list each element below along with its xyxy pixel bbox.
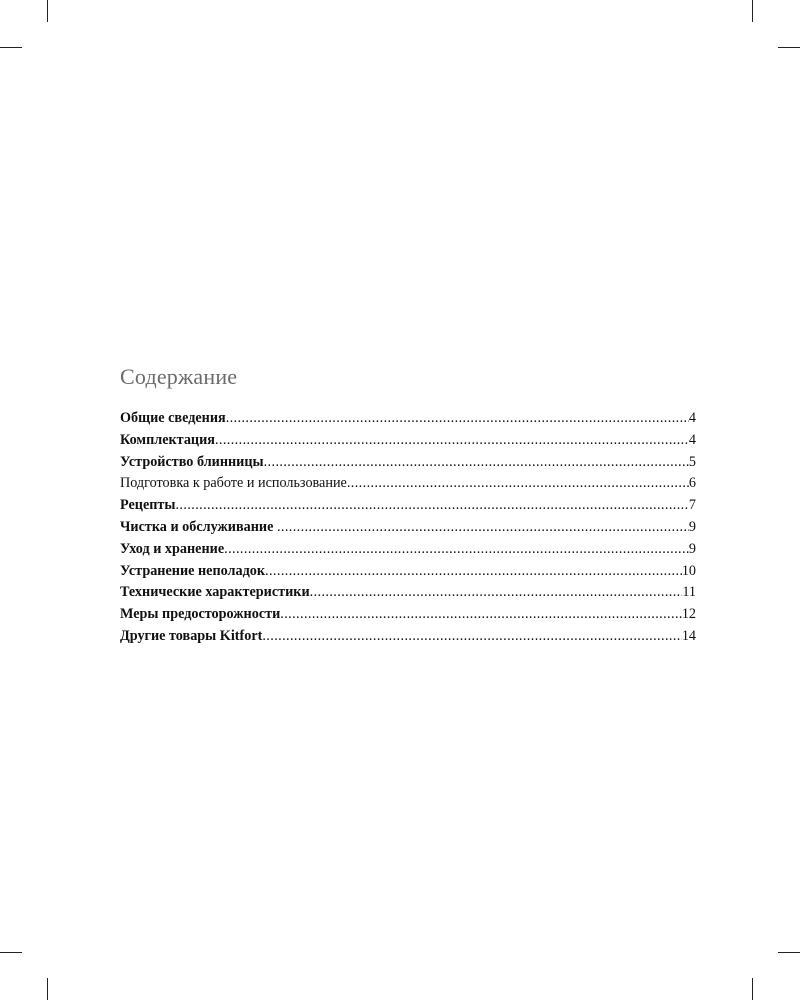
- toc-list: [120, 408, 696, 648]
- toc-entry-label: Другие товары Kitfort: [120, 627, 263, 644]
- toc-entry-page: 4: [688, 410, 696, 426]
- crop-mark-bottom-left-vertical: [47, 978, 48, 1000]
- toc-leader-dots: [262, 626, 681, 648]
- toc-leader-dots: [310, 582, 683, 604]
- toc-entry-page: 7: [688, 497, 696, 514]
- toc-entry-cleaning-and-maintenance[interactable]: [120, 517, 696, 539]
- toc-entry-page: 12: [681, 606, 696, 623]
- toc-entry-safety-precautions[interactable]: [120, 604, 696, 626]
- toc-leader-dots: [280, 604, 682, 626]
- toc-entry-page: 10: [681, 562, 696, 579]
- toc-entry-troubleshooting[interactable]: [120, 561, 696, 583]
- toc-entry-package-contents[interactable]: [120, 430, 696, 452]
- toc-entry-label: Общие сведения: [120, 410, 226, 426]
- toc-entry-page: 6: [688, 475, 696, 492]
- toc-entry-page: 14: [681, 627, 696, 644]
- toc-entry-label: Меры предосторожности: [120, 606, 281, 623]
- toc-entry-label: Рецепты: [120, 497, 176, 514]
- toc-leader-dots: [277, 517, 689, 539]
- toc-leader-dots: [264, 452, 689, 474]
- toc-leader-dots: [226, 408, 689, 430]
- toc-entry-other-products[interactable]: [120, 626, 696, 648]
- toc-entry-specifications[interactable]: [120, 582, 696, 604]
- toc-entry-device-structure[interactable]: [120, 452, 696, 474]
- toc-entry-page: 11: [682, 584, 696, 601]
- toc-title: Содержание: [120, 364, 238, 389]
- toc-leader-dots: [347, 473, 689, 495]
- crop-mark-top-left-vertical: [47, 0, 48, 22]
- toc-entry-label: Устройство блинницы: [120, 453, 264, 470]
- crop-mark-top-right-horizontal: [778, 47, 800, 48]
- toc-entry-general-info[interactable]: [120, 408, 696, 430]
- crop-mark-bottom-right-vertical: [752, 978, 753, 1000]
- toc-entry-label: Устранение неполадок: [120, 562, 266, 579]
- toc-leader-dots: [265, 561, 682, 583]
- toc-entry-page: 9: [688, 518, 696, 535]
- toc-entry-care-and-storage[interactable]: [120, 539, 696, 561]
- toc-entry-page: 4: [688, 431, 696, 448]
- crop-mark-bottom-left-horizontal: [0, 952, 22, 953]
- toc-entry-label: Подготовка к работе и использование: [120, 475, 347, 492]
- toc-entry-label: Чистка и обслуживание: [120, 518, 277, 535]
- toc-entry-page: 5: [688, 453, 696, 470]
- toc-leader-dots: [175, 495, 688, 517]
- toc-entry-preparation-and-use[interactable]: [120, 473, 696, 495]
- crop-mark-top-left-horizontal: [0, 47, 22, 48]
- toc-entry-page: 9: [688, 540, 696, 557]
- crop-mark-top-right-vertical: [752, 0, 753, 22]
- toc-entry-recipes[interactable]: [120, 495, 696, 517]
- toc-leader-dots: [224, 539, 689, 561]
- toc-entry-label: Комплектация: [120, 431, 215, 448]
- toc-entry-label: Уход и хранение: [120, 540, 225, 557]
- toc-entry-label: Технические характеристики: [120, 584, 310, 601]
- crop-mark-bottom-right-horizontal: [778, 952, 800, 953]
- toc-leader-dots: [215, 430, 689, 452]
